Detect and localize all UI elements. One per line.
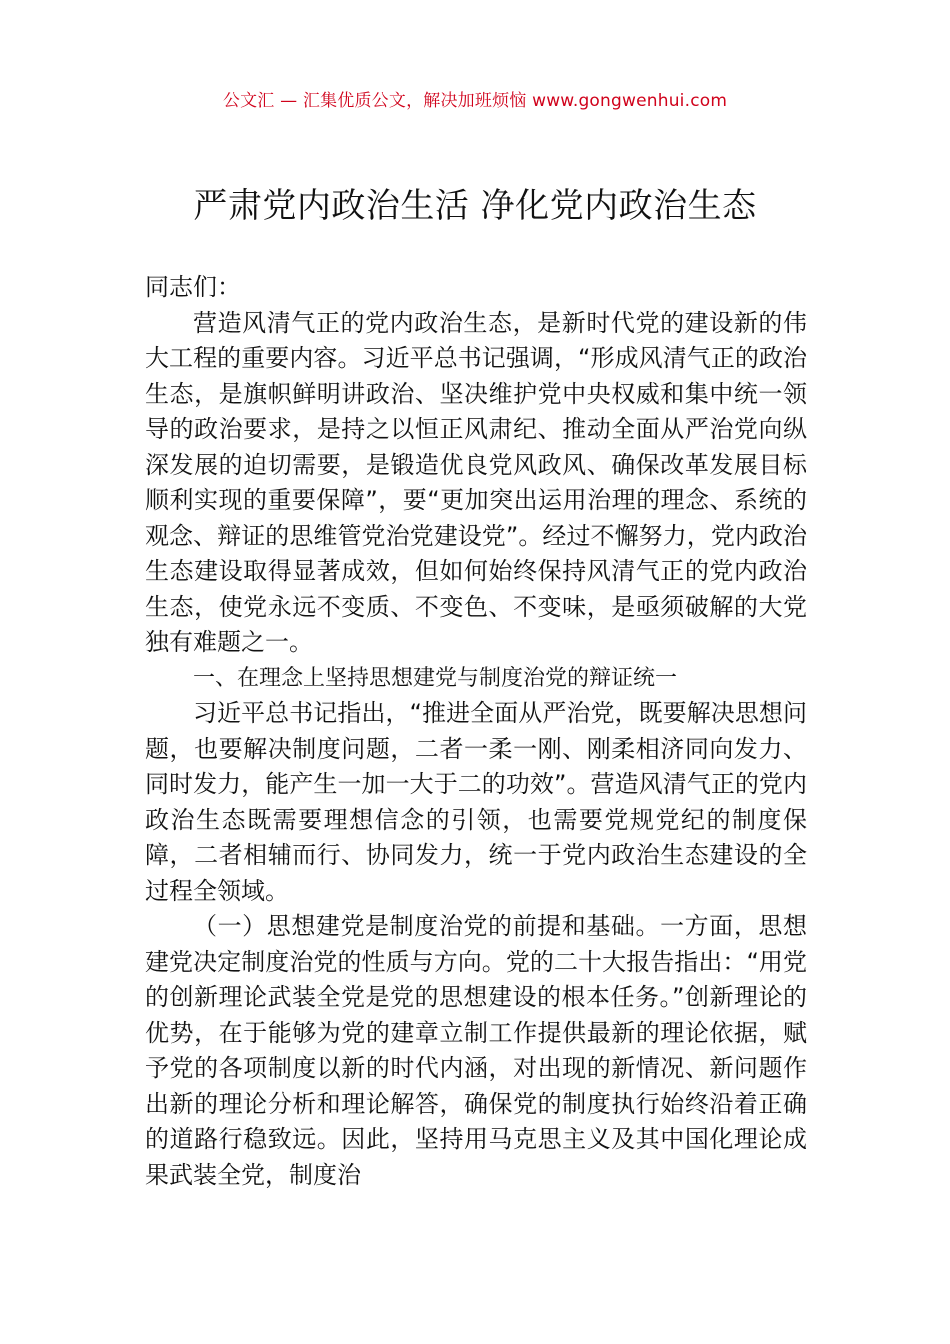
document-body [145, 270, 807, 1193]
salutation: 同志们： [145, 273, 241, 301]
header-banner: 公文汇 — 汇集优质公文，解决加班烦恼 www.gongwenhui.com [222, 91, 728, 111]
document-title: 严肃党内政治生活 净化党内政治生态 [193, 186, 757, 226]
paragraph-section-2: （一）思想建党是制度治党的前提和基础。一方面，思想建党决定制度治党的性质与方向。党的二十大报告指出：“用党的创新理论武装全党是党的思想建设的根本任务。”创新理论的优势，在于能够为党的建章立制工作提供最新的理论依据，赋予党的各项制度以新的时代内涵，对出现的新情况、新问题作出新的理论分析和理论解答，确保党的制度执行始终沿着正确的道路行稳致远。因此，坚持用马克思主义及其中国化理论成果武装全党，制度治 [145, 912, 807, 1189]
section-heading: 一、在理念上坚持思想建党与制度治党的辩证统一 [193, 665, 678, 691]
paragraph-intro: 营造风清气正的党内政治生态，是新时代党的建设新的伟大工程的重要内容。习近平总书记强调，“形成风清气正的政治生态，是旗帜鲜明讲政治、坚决维护党中央权威和集中统一领导的政治要求，是持之以恒正风肃纪、推动全面从严治党向纵深发展的迫切需要，是锻造优良党风政风、确保改革发展目标顺利实现的重要保障”，要“更加突出运用治理的理念、系统的观念、辩证的思维管党治党建设党”。经过不懈努力，党内政治生态建设取得显著成效，但如何始终保持风清气正的党内政治生态，使党永远不变质、不变色、不变味，是亟须破解的大党独有难题之一。 [145, 308, 807, 656]
paragraph-section-1: 习近平总书记指出，“推进全面从严治党，既要解决思想问题，也要解决制度问题，二者一柔一刚、刚柔相济同向发力、同时发力，能产生一加一大于二的功效”。营造风清气正的党内政治生态既需要理想信念的引领，也需要党规党纪的制度保障，二者相辅而行、协同发力，统一于党内政治生态建设的全过程全领域。 [145, 699, 807, 905]
